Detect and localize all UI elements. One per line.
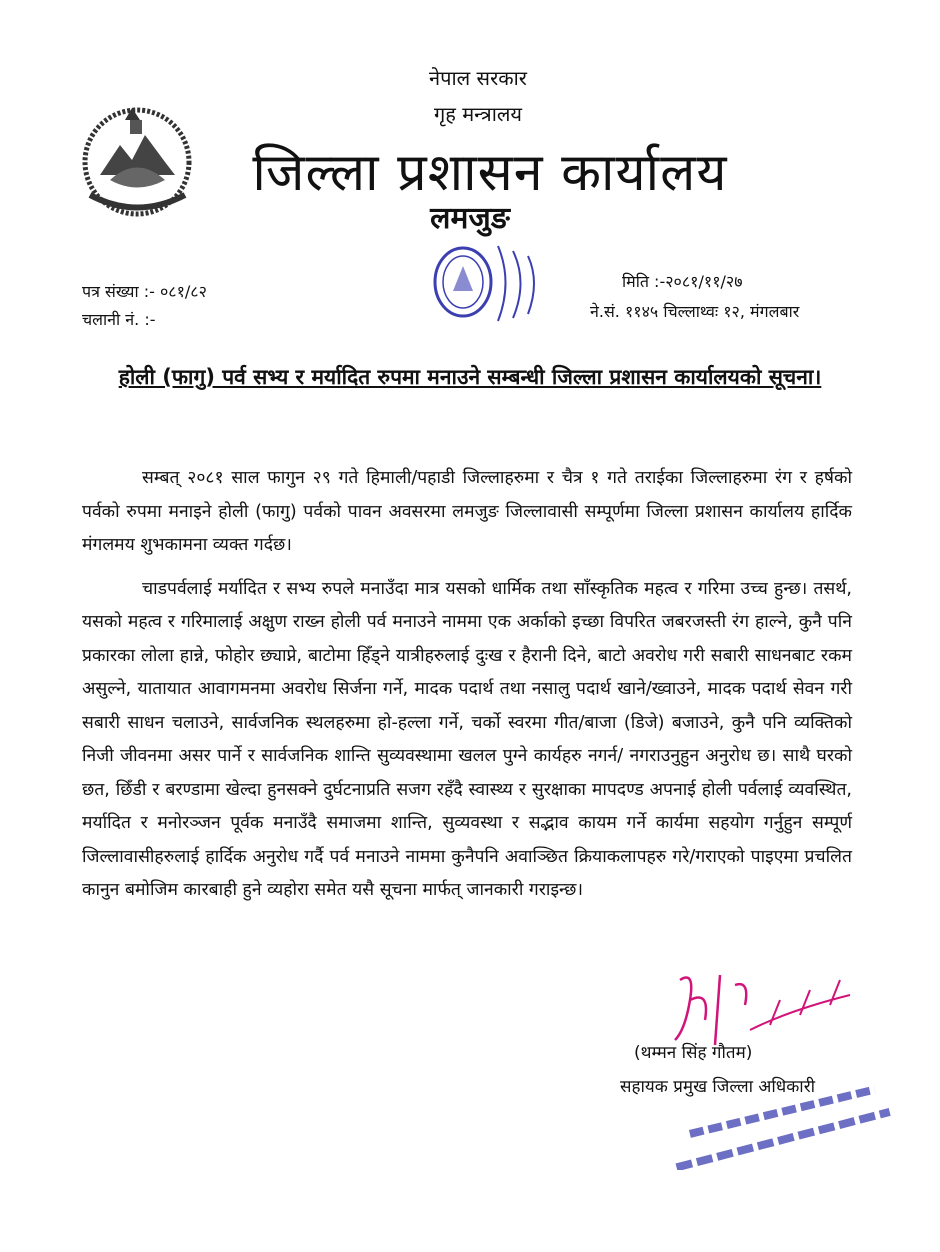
ministry-name: गृह मन्त्रालय (433, 102, 523, 126)
nepal-sambat-date: ने.सं. ११४५ चिल्लाथ्वः १२, मंगलबार (590, 302, 800, 321)
signatory-name: (थम्मन सिंह गौतम) (634, 1043, 753, 1063)
government-name: नेपाल सरकार (429, 66, 527, 90)
office-round-stamp (418, 236, 548, 328)
body-paragraph-2: चाडपर्वलाई मर्यादित र सभ्य रुपले मनाउँदा मात्र यसको धार्मिक तथा साँस्कृतिक महत्व र गरिमा उच्च हुन्छ। तसर्थ, यसको महत्व र गरिमालाई अक्षुण राख्न होली पर्व मनाउने नाममा एक अर्काको इच्छा विपरित जबरजस्ती रंग हाल्ने, कुनै पनि प्रकारका लोला हान्ने, फोहोर छ्याप्ने, बाटोमा हिँड्ने यात्रीहरुलाई दुःख र हैरानी दिने, बाटो अवरोध गरी सबारी साधनबाट रकम असुल्ने, यातायात आवागमनमा अवरोध सिर्जना गर्ने, मादक पदार्थ तथा नसालु पदार्थ खाने/ख्वाउने, मादक पदार्थ सेवन गरी सबारी साधन चलाउने, सार्वजनिक स्थलहरुमा हो-हल्ला गर्ने, चर्को स्वरमा गीत/बाजा (डिजे) बजाउने, कुनै पनि व्यक्तिको निजी जीवनमा असर पार्ने र सार्वजनिक शान्ति सुव्यवस्थामा खलल पुग्ने कार्यहरु नगर्न/ नगराउनुहुन अनुरोध छ। साथै घरको छत, छिँडी र बरण्डामा खेल्दा हुनसक्ने दुर्घटनाप्रति सजग रहँदै स्वास्थ्य र सुरक्षाका मापदण्ड अपनाई होली पर्वलाई व्यवस्थित, मर्यादित र मनोरञ्जन पूर्वक मनाउँदै समाजमा शान्ति, सुव्यवस्था र सद्भाव कायम गर्ने कार्यमा सहयोग गर्नुहुन सम्पूर्ण जिल्लावासीहरुलाई हार्दिक अनुरोध गर्दै पर्व मनाउने नाममा कुनैपनि अवाञ्छित क्रियाकलापहरु गरे/गराएको पाइएमा प्रचलित कानुन बमोजिम कारबाही हुने व्यहोरा समेत यसै सूचना मार्फत् जानकारी गराइन्छ। (82, 578, 852, 900)
dispatch-number: चलानी नं. :- (82, 310, 156, 329)
office-title: जिल्ला प्रशासन कार्यालय (252, 143, 728, 203)
letter-number: पत्र संख्या :- ०८१/८२ (82, 282, 207, 301)
date: मिति :-२०८१/११/२७ (622, 272, 743, 291)
signatory-title: सहायक प्रमुख जिल्ला अधिकारी (620, 1077, 816, 1097)
notice-body (82, 462, 852, 918)
signatory-stamp (650, 1080, 910, 1170)
notice-subject: होली (फागु) पर्व सभ्य र मर्यादित रुपमा मनाउने सम्बन्धी जिल्ला प्रशासन कार्यालयको सूचना। (118, 365, 822, 389)
district-name: लमजुङ (430, 201, 510, 236)
body-paragraph-1: सम्बत् २०८१ साल फागुन २९ गते हिमाली/पहाडी जिल्लाहरुमा र चैत्र १ गते तराईका जिल्लाहरुमा रंग र हर्षको पर्वको रुपमा मनाइने होली (फागु) पर्वको पावन अवसरमा लमजुङ जिल्लावासी सम्पूर्णमा जिल्ला प्रशासन कार्यालय हार्दिक मंगलमय शुभकामना व्यक्त गर्दछ। (82, 468, 852, 555)
